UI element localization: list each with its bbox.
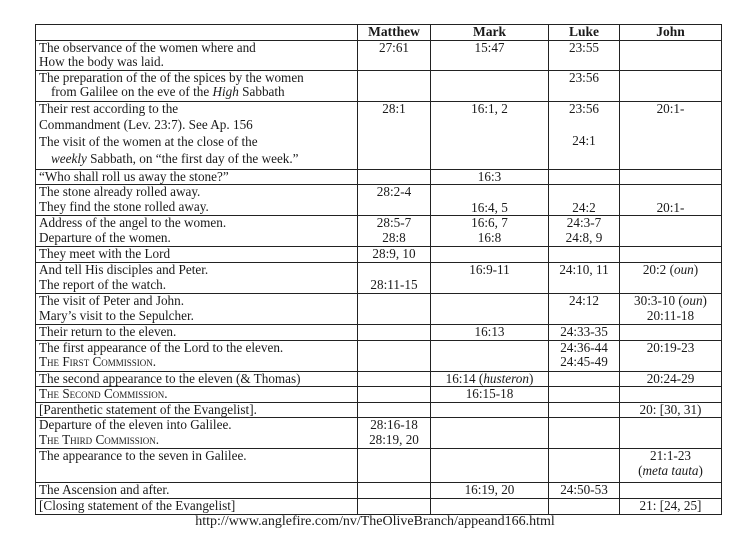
- footer-url: http://www.anglefire.com/nv/TheOliveBranch/appeand166.html: [195, 514, 555, 529]
- john-ref: [620, 262, 722, 293]
- mark-ref: [431, 216, 549, 247]
- event-line: Departure of the women.: [39, 229, 171, 245]
- matthew-ref-line: 28:16-18: [370, 417, 418, 433]
- luke-ref: 24:33-35: [549, 324, 620, 340]
- john-ref-line: 21:1-23: [649, 448, 692, 464]
- john-ref: [620, 216, 722, 247]
- table-row: [36, 483, 722, 499]
- event-cell: [36, 101, 358, 169]
- table-row: [36, 262, 722, 293]
- event-cell: [Parenthetic statement of the Evangelist].: [36, 402, 358, 418]
- mark-ref-text: ): [529, 371, 534, 386]
- luke-ref-line: 24:8, 9: [565, 229, 603, 245]
- john-ref: [620, 293, 722, 324]
- mark-ref: [431, 293, 549, 324]
- event-cell: [36, 70, 358, 101]
- mark-ref-emphasis: husteron: [483, 371, 529, 386]
- event-cell: [36, 293, 358, 324]
- event-cell: [36, 185, 358, 216]
- john-ref: 20: [30, 31): [620, 402, 722, 418]
- john-ref-text: ): [693, 262, 699, 277]
- event-cell: Their return to the eleven.: [36, 324, 358, 340]
- event-line: They find the stone rolled away.: [39, 198, 209, 214]
- mark-ref: [431, 70, 549, 101]
- luke-ref: [549, 340, 620, 371]
- matthew-ref: [358, 169, 431, 185]
- matthew-ref: 28:11-15: [358, 262, 431, 293]
- luke-ref-line: 24:1: [572, 133, 596, 149]
- luke-ref: 23:56: [549, 70, 620, 101]
- header-event: [36, 25, 358, 41]
- event-line: The First Commission.: [39, 354, 157, 370]
- header-john: John: [620, 25, 722, 41]
- event-line: The visit of the women at the close of the: [39, 133, 258, 149]
- mark-ref: 16:1, 2: [431, 101, 549, 169]
- table-row: [36, 40, 722, 70]
- mark-ref: [431, 498, 549, 514]
- john-ref-line: 20:11-18: [646, 307, 695, 323]
- event-cell: [36, 40, 358, 70]
- matthew-ref: [358, 340, 431, 371]
- table-row: [36, 449, 722, 483]
- table-row: [36, 402, 722, 418]
- event-cell: The appearance to the seven in Galilee.: [36, 449, 358, 483]
- mark-ref: 16:4, 5: [431, 185, 549, 216]
- mark-ref: [431, 371, 549, 387]
- event-cell: The second appearance to the eleven (& Thomas): [36, 371, 358, 387]
- table-row: [36, 70, 722, 101]
- table-row: [36, 216, 722, 247]
- john-ref: [620, 40, 722, 70]
- john-ref: 20:24-29: [620, 371, 722, 387]
- luke-ref: [549, 247, 620, 263]
- luke-ref: [549, 371, 620, 387]
- john-ref: 20:19-23: [620, 340, 722, 371]
- luke-ref: 23:55: [549, 40, 620, 70]
- event-line: The first appearance of the Lord to the eleven.: [39, 340, 284, 355]
- luke-ref: 24:50-53: [549, 483, 620, 499]
- event-text: Sabbath: [238, 84, 285, 100]
- john-ref-line: [623, 464, 718, 479]
- header-mark: Mark: [431, 25, 549, 41]
- mark-ref: [431, 247, 549, 263]
- matthew-ref: [358, 70, 431, 101]
- harmony-table: [35, 24, 722, 515]
- event-line: Mary’s visit to the Sepulcher.: [39, 307, 194, 323]
- john-ref-line: [623, 294, 718, 309]
- luke-ref: 24:12: [549, 293, 620, 324]
- event-text: from Galilee on the eve of the: [51, 84, 213, 100]
- table-row: [36, 498, 722, 514]
- event-cell: [36, 418, 358, 449]
- luke-ref: [549, 216, 620, 247]
- john-ref-emphasis: oun: [682, 293, 703, 308]
- table-row: [36, 324, 722, 340]
- event-line: Commandment (Lev. 23:7). See Ap. 156: [39, 117, 253, 133]
- john-ref-text: (: [638, 462, 643, 478]
- event-text: Sabbath, on “the first day of the week.”: [86, 150, 299, 166]
- event-line: And tell His disciples and Peter.: [39, 262, 209, 277]
- matthew-ref: 28:1: [358, 101, 431, 169]
- event-emphasis: High: [212, 84, 239, 100]
- john-ref-text: 30:3-10 (: [634, 293, 683, 308]
- matthew-ref-line: 28:8: [382, 229, 406, 245]
- luke-ref: [549, 101, 620, 169]
- john-ref: 20:1-: [620, 101, 722, 169]
- matthew-ref-line: 28:19, 20: [369, 431, 419, 447]
- event-line: The visit of Peter and John.: [39, 293, 185, 308]
- event-cell: “Who shall roll us away the stone?”: [36, 169, 358, 185]
- mark-ref-line: 16:8: [477, 229, 502, 245]
- table-row: [36, 247, 722, 263]
- event-line: [39, 85, 354, 100]
- event-emphasis: weekly: [51, 150, 87, 166]
- table-row: [36, 371, 722, 387]
- matthew-ref: [358, 418, 431, 449]
- john-ref: [620, 247, 722, 263]
- table-row: [36, 185, 722, 216]
- table-row: [36, 418, 722, 449]
- matthew-ref-line: 28:5-7: [376, 215, 412, 231]
- luke-ref: [549, 402, 620, 418]
- john-ref: [620, 418, 722, 449]
- john-ref-emphasis: meta tauta: [642, 462, 699, 478]
- luke-ref: [549, 387, 620, 403]
- john-ref: [620, 324, 722, 340]
- mark-ref: [431, 340, 549, 371]
- matthew-ref: 28:2-4: [358, 185, 431, 216]
- event-cell: [36, 340, 358, 371]
- john-ref-text: ): [698, 462, 703, 478]
- john-ref: [620, 387, 722, 403]
- luke-ref: [549, 169, 620, 185]
- mark-ref: [431, 449, 549, 483]
- mark-ref: 16:9-11: [431, 262, 549, 293]
- event-cell: [Closing statement of the Evangelist]: [36, 498, 358, 514]
- table-row: [36, 169, 722, 185]
- table-row: [36, 101, 722, 169]
- luke-ref-line: 24:3-7: [566, 215, 602, 231]
- mark-ref: 16:19, 20: [431, 483, 549, 499]
- john-ref: [620, 169, 722, 185]
- matthew-ref: 28:9, 10: [358, 247, 431, 263]
- mark-ref: 15:47: [431, 40, 549, 70]
- matthew-ref: [358, 216, 431, 247]
- event-line: The Third Commission.: [39, 431, 160, 447]
- john-ref-text: ): [702, 293, 707, 308]
- event-cell: [36, 216, 358, 247]
- luke-ref: 24:10, 11: [549, 262, 620, 293]
- header-luke: Luke: [549, 25, 620, 41]
- event-line: The stone already rolled away.: [39, 184, 201, 200]
- john-ref: 20:1-: [620, 185, 722, 216]
- luke-ref: [549, 449, 620, 483]
- mark-ref-line: 16:6, 7: [471, 215, 508, 231]
- luke-ref-line: 24:36-44: [560, 340, 608, 355]
- event-line: The observance of the women where and: [39, 40, 256, 55]
- event-line: How the body was laid.: [39, 54, 164, 70]
- event-cell: The Ascension and after.: [36, 483, 358, 499]
- event-cell: The Second Commission.: [36, 387, 358, 403]
- matthew-ref: [358, 449, 431, 483]
- table-row: [36, 387, 722, 403]
- luke-ref: 24:2: [549, 185, 620, 216]
- matthew-ref: 27:61: [358, 40, 431, 70]
- luke-ref-line: 24:45-49: [560, 354, 608, 370]
- matthew-ref: [358, 498, 431, 514]
- event-line: The report of the watch.: [39, 276, 167, 292]
- luke-ref: [549, 418, 620, 449]
- mark-ref: 16:13: [431, 324, 549, 340]
- matthew-ref: [358, 402, 431, 418]
- luke-ref: [549, 498, 620, 514]
- header-row: [36, 25, 722, 41]
- event-cell: [36, 262, 358, 293]
- john-ref: 21: [24, 25]: [620, 498, 722, 514]
- mark-ref: [431, 402, 549, 418]
- matthew-ref: [358, 371, 431, 387]
- table-row: [36, 293, 722, 324]
- matthew-ref: [358, 387, 431, 403]
- event-line: The preparation of the of the spices by the women: [39, 70, 304, 85]
- john-ref: [620, 70, 722, 101]
- event-line: Address of the angel to the women.: [39, 215, 227, 231]
- table-row: [36, 340, 722, 371]
- john-ref-text: 20:2 (: [642, 262, 674, 277]
- mark-ref: 16:3: [431, 169, 549, 185]
- event-line: Their rest according to the: [39, 101, 179, 116]
- event-line: [39, 152, 354, 167]
- header-matthew: Matthew: [358, 25, 431, 41]
- mark-ref: 16:15-18: [431, 387, 549, 403]
- matthew-ref: [358, 293, 431, 324]
- event-line: Departure of the eleven into Galilee.: [39, 417, 232, 433]
- john-ref-emphasis: oun: [673, 262, 694, 277]
- luke-ref-line: 23:56: [568, 101, 600, 116]
- mark-ref: [431, 418, 549, 449]
- matthew-ref: [358, 324, 431, 340]
- john-ref: [620, 483, 722, 499]
- matthew-ref: [358, 483, 431, 499]
- event-cell: They meet with the Lord: [36, 247, 358, 263]
- mark-ref-text: 16:14 (: [445, 371, 484, 386]
- john-ref: [620, 449, 722, 483]
